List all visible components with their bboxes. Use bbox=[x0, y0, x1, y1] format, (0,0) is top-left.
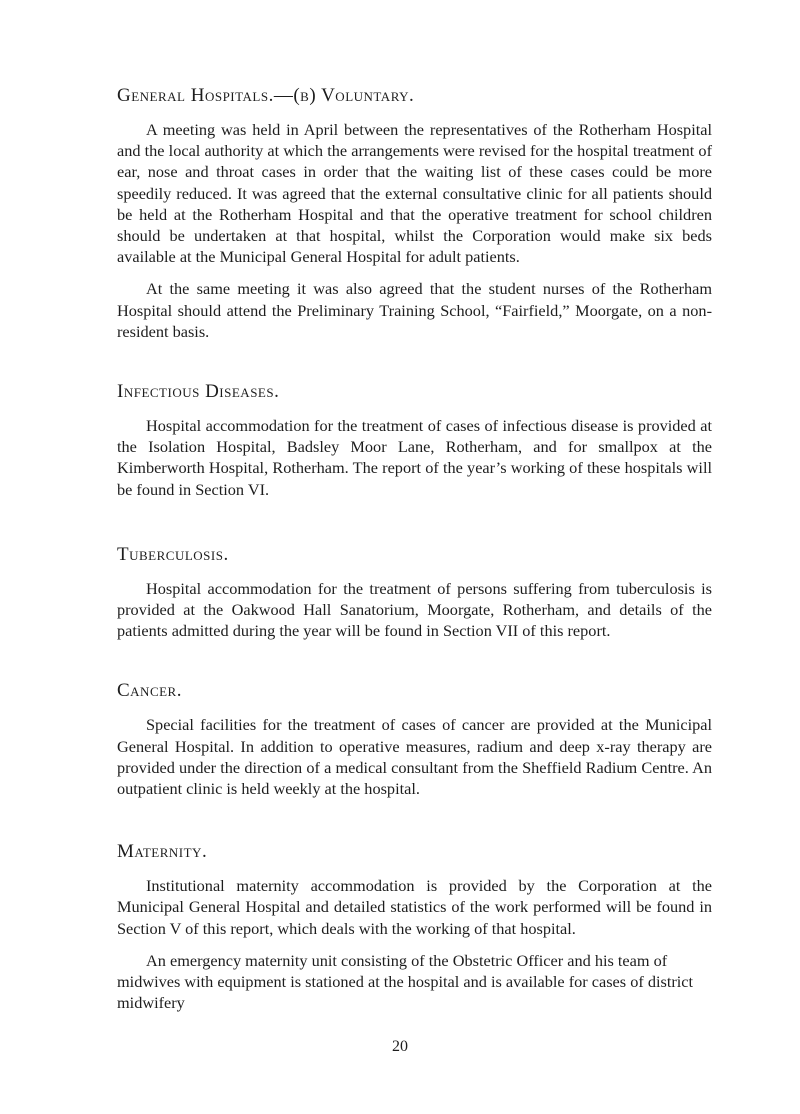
section-heading: Tuberculosis. bbox=[117, 543, 229, 565]
section-tuberculosis bbox=[117, 543, 712, 642]
paragraph: At the same meeting it was also agreed that the student nurses of the Rotherham Hospital should attend the Preliminary Training School, “Fairfield,” Moorgate, on a non-resident basis. bbox=[117, 279, 712, 341]
paragraph: Special facilities for the treatment of cases of cancer are provided at the Municipal General Hospital. In addition to operative measures, radium and deep x-ray therapy are provided under the direction of a medical consultant from the Sheffield Radium Centre. An outpatient clinic is held weekly at the hospital. bbox=[117, 715, 712, 799]
section-infectious-diseases bbox=[117, 380, 712, 500]
section-maternity bbox=[117, 840, 712, 1013]
page-body bbox=[117, 84, 712, 1024]
page-number: 20 bbox=[392, 1038, 408, 1055]
paragraph: Institutional maternity accommodation is provided by the Corporation at the Municipal General Hospital and detailed statistics of the work performed will be found in Section V of this report, which deals with the working of that hospital. bbox=[117, 876, 712, 938]
paragraph: An emergency maternity unit consisting of the Obstetric Officer and his team of midwives with equipment is stationed at the hospital and is available for cases of district midwifery bbox=[117, 950, 694, 1013]
section-heading: Maternity. bbox=[117, 841, 208, 863]
section-cancer bbox=[117, 679, 712, 799]
section-heading: Infectious Diseases. bbox=[117, 381, 280, 403]
section-general-hospitals bbox=[117, 84, 712, 342]
paragraph: Hospital accommodation for the treatment of persons suffering from tuberculosis is provided at the Oakwood Hall Sanatorium, Moorgate, Rotherham, and details of the patients admitted during the year will be found in Section VII of this report. bbox=[117, 578, 712, 641]
paragraph: Hospital accommodation for the treatment of cases of infectious disease is provided at the Isolation Hospital, Badsley Moor Lane, Rotherham, and for smallpox at the Kimberworth Hospital, Rotherham. The report of the year’s working of these hospitals will be found in Section VI. bbox=[117, 416, 712, 499]
section-heading: General Hospitals.—(b) Voluntary. bbox=[117, 85, 415, 106]
paragraph: A meeting was held in April between the representatives of the Rotherham Hospital and the local authority at which the arrangements were revised for the hospital treatment of ear, nose and throat cases in order that the waiting list of these cases could be more speedily reduced. It was agreed that the external consultative clinic for all patients should be held at the Rotherham Hospital and that the operative treatment for school children should be undertaken at that hospital, whilst the Corporation would make six beds available at the Municipal General Hospital for adult patients. bbox=[117, 120, 712, 267]
section-heading: Cancer. bbox=[117, 680, 182, 702]
